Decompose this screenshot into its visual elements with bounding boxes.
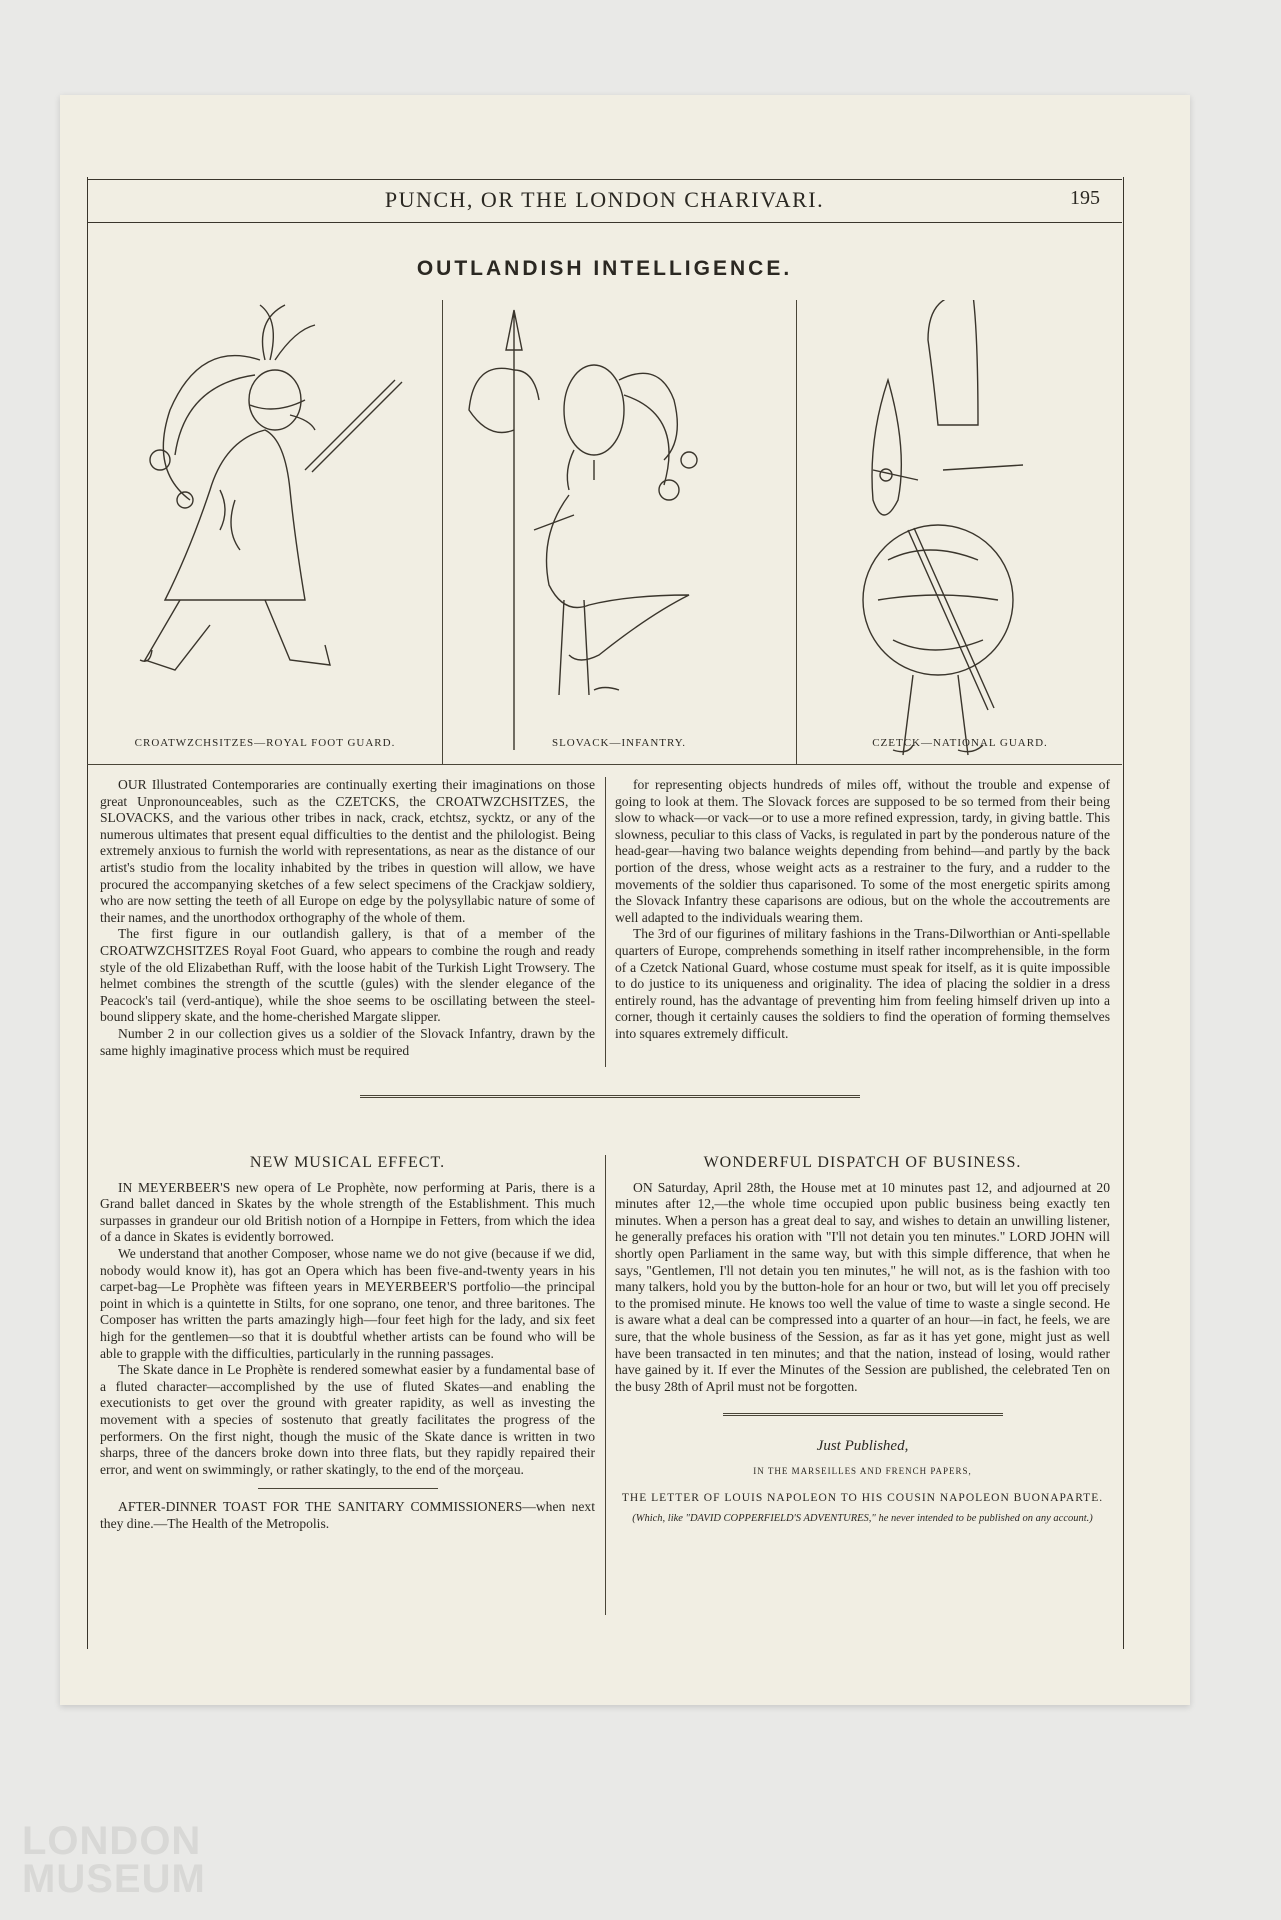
panel-divider [442, 300, 443, 764]
caption-slovack: SLOVACK—INFANTRY. [551, 737, 687, 749]
panel-divider [796, 300, 797, 764]
advert-line-letter: THE LETTER OF LOUIS NAPOLEON TO HIS COUSIN NAPOLEON BUONAPARTE. [621, 1491, 1104, 1504]
illustration-czetck [798, 300, 1122, 760]
watermark-line: MUSEUM [22, 1857, 206, 1901]
masthead-title: PUNCH, OR THE LONDON CHARIVARI. [384, 187, 825, 212]
page-number: 195 [1070, 187, 1100, 209]
article-left-column [100, 777, 595, 1059]
article-paragraph: for representing objects hundreds of miles off, without the trouble and expense of going to look at them. The Slovack forces are supposed to be so termed from their being slow to whack—or vack—or to use a more refined expression, tardy, in giving battle. This slowness, peculiar to this class of Vacks, is regulated in part by the ponderous nature of the head-gear—having two balance weights depending from behind—and partly by the back portion of the dress, whose weight acts as a restrainer to the fury, and a rudder to the movements of the soldier thus caparisoned. To some of the most energetic spirits among the Slovack Infantry these caparisons are odious, but on the whole the accoutrements are well adapted to the individuals wearing them. [615, 777, 1110, 925]
toast-paragraph: AFTER-DINNER TOAST FOR THE SANITARY COMMISSIONERS—when next they dine.—The Health of the Metropolis. [100, 1499, 595, 1531]
masthead [87, 179, 1122, 223]
dispatch-column [615, 1155, 1110, 1525]
musical-effect-heading: NEW MUSICAL EFFECT. [249, 1154, 446, 1171]
rule [258, 1488, 438, 1489]
illustration-headline: OUTLANDISH INTELLIGENCE. [416, 257, 793, 280]
dispatch-paragraph: ON Saturday, April 28th, the House met at 10 minutes past 12, and adjourned at 20 minutes after 12,—the whole time occupied upon public business being exactly ten minutes. When a person has a great deal to say, and wishes to detain an unwilling listener, he generally prefaces his oration with "I'll not detain you ten minutes." LORD JOHN will shortly open Parliament in the same way, but with this simple difference, that when he says, "Gentlemen, I'll not detain you ten minutes," he will not, as is the fashion with too many talkers, hold you by the button-hole for an hour or two, but will let you off precisely to the promised minute. He knows too well the value of time to waste a single second. He is aware what a deal can be compressed into a quarter of an hour—in fact, he feels, we are sure, that the whole business of the Session, as far as it has yet gone, might just as well have been transacted in ten minutes; and that the nation, instead of losing, would rather have gained by it. If ever the Minutes of the Session are published, the celebrated Ten on the busy 28th of April must not be forgotten. [615, 1179, 1110, 1394]
article-paragraph: The 3rd of our figurines of military fashions in the Trans-Dilworthian or Anti-spellable quarters of Europe, comprehends something in itself rather incomprehensible, in the form of a Czetck National Guard, whose costume must speak for itself, as it is quite impossible to do justice to its uniqueness and originality. The idea of placing the soldier in a dress entirely round, has the advantage of preventing him from feeling himself driven up into a corner, though it certainly causes the soldiers to find the operation of forming themselves into squares extremely difficult. [615, 926, 1110, 1041]
musical-paragraph: IN MEYERBEER'S new opera of Le Prophète, now performing at Paris, there is a Grand ballet danced in Skates by the whole strength of the Establishment. This much surpasses in grandeur our old British notion of a Hornpipe in Fetters, from which the idea of a dance in Skates is evidently borrowed. [100, 1179, 595, 1245]
musical-paragraph: We understand that another Composer, whose name we do not give (because if we did, nobody would know it), has got an Opera which has been five-and-twenty years in his carpet-bag—Le Prophète was fifteen years in MEYERBEER'S portfolio—the principal point in which is a quintette in Stilts, for one soprano, one tenor, and three baritones. The Composer has written the parts amazingly high—four feet high for the lady, and six feet high for the gentlemen—so that it is doubtful whether artists can be found who will be able to grapple with the difficulties, particularly in the running passages. [100, 1245, 595, 1361]
advert-line-note: (Which, like "DAVID COPPERFIELD'S ADVENTURES," he never intended to be published on any account.) [632, 1512, 1093, 1524]
musical-effect-column [100, 1155, 595, 1532]
illustration-slovack [444, 300, 794, 760]
advertisement [615, 1438, 1110, 1524]
article-paragraph: OUR Illustrated Contemporaries are continually exerting their imaginations on those great Unpronounceables, such as the CZETCKS, the CROATWZCHSITZES, the SLOVACKS, and the various other tribes in nack, crack, etchtsz, sycktz, or any of the numerous ultimates that present equal difficulties to the dentist and the philologist. Being extremely anxious to furnish the world with representations, as near as the distance of our artist's studio from the locality inhabited by the tribes in question will allow, we have procured the accompanying sketches of a few select specimens of the Crackjaw soldiery, who are now setting the teeth of all Europe on edge by the polysyllabic nature of some of their names, and the unorthodox orthography of the whole of them. [100, 777, 595, 925]
advert-line-just-published: Just Published, [816, 1438, 909, 1455]
section-rule [360, 1095, 860, 1098]
caption-czetck: CZETCK—NATIONAL GUARD. [872, 737, 1048, 749]
musical-paragraph: The Skate dance in Le Prophète is rendered somewhat easier by a fundamental base of a fluted character—accomplished by the use of fluted Skates—and enabling the executionists to get over the ground with greater rapidity, as well as investing the movement with a species of sostenuto that greatly facilitates the progress of the performers. On the first night, though the music of the Skate dance is written in two sharps, three of the dancers broke down into three flats, but they rapidly repaired their error, and went on swimmingly, or rather skatingly, to the end of the morçeau. [100, 1362, 595, 1477]
watermark-line: LONDON [22, 1819, 202, 1863]
dispatch-heading: WONDERFUL DISPATCH OF BUSINESS. [703, 1154, 1022, 1171]
caption-croatwzchsitzes: CROATWZCHSITZES—ROYAL FOOT GUARD. [134, 737, 396, 749]
article-paragraph: The first figure in our outlandish gallery, is that of a member of the CROATWZCHSITZES Royal Foot Guard, who appears to combine the rough and ready style of the old Elizabethan Ruff, with the loose habit of the Turkish Light Trowsery. The helmet combines the strength of the scuttle (gules) with the slender elegance of the Peacock's tail (verd-antique), while the shoe seems to be oscillating between the steel-bound slippery skate, and the home-cherished Margate slipper. [100, 926, 595, 1025]
article-paragraph: Number 2 in our collection gives us a soldier of the Slovack Infantry, drawn by the same highly imaginative process which must be required [100, 1025, 595, 1058]
illustration-croatwzchsitzes [90, 300, 440, 760]
museum-watermark [22, 1819, 206, 1901]
newspaper-page [60, 95, 1190, 1705]
column-divider [605, 1155, 606, 1615]
advert-line-papers: IN THE MARSEILLES AND FRENCH PAPERS, [753, 1465, 972, 1476]
column-divider [605, 777, 606, 1067]
rule [723, 1413, 1003, 1416]
rule [87, 764, 1122, 765]
article-right-column [615, 777, 1110, 1043]
